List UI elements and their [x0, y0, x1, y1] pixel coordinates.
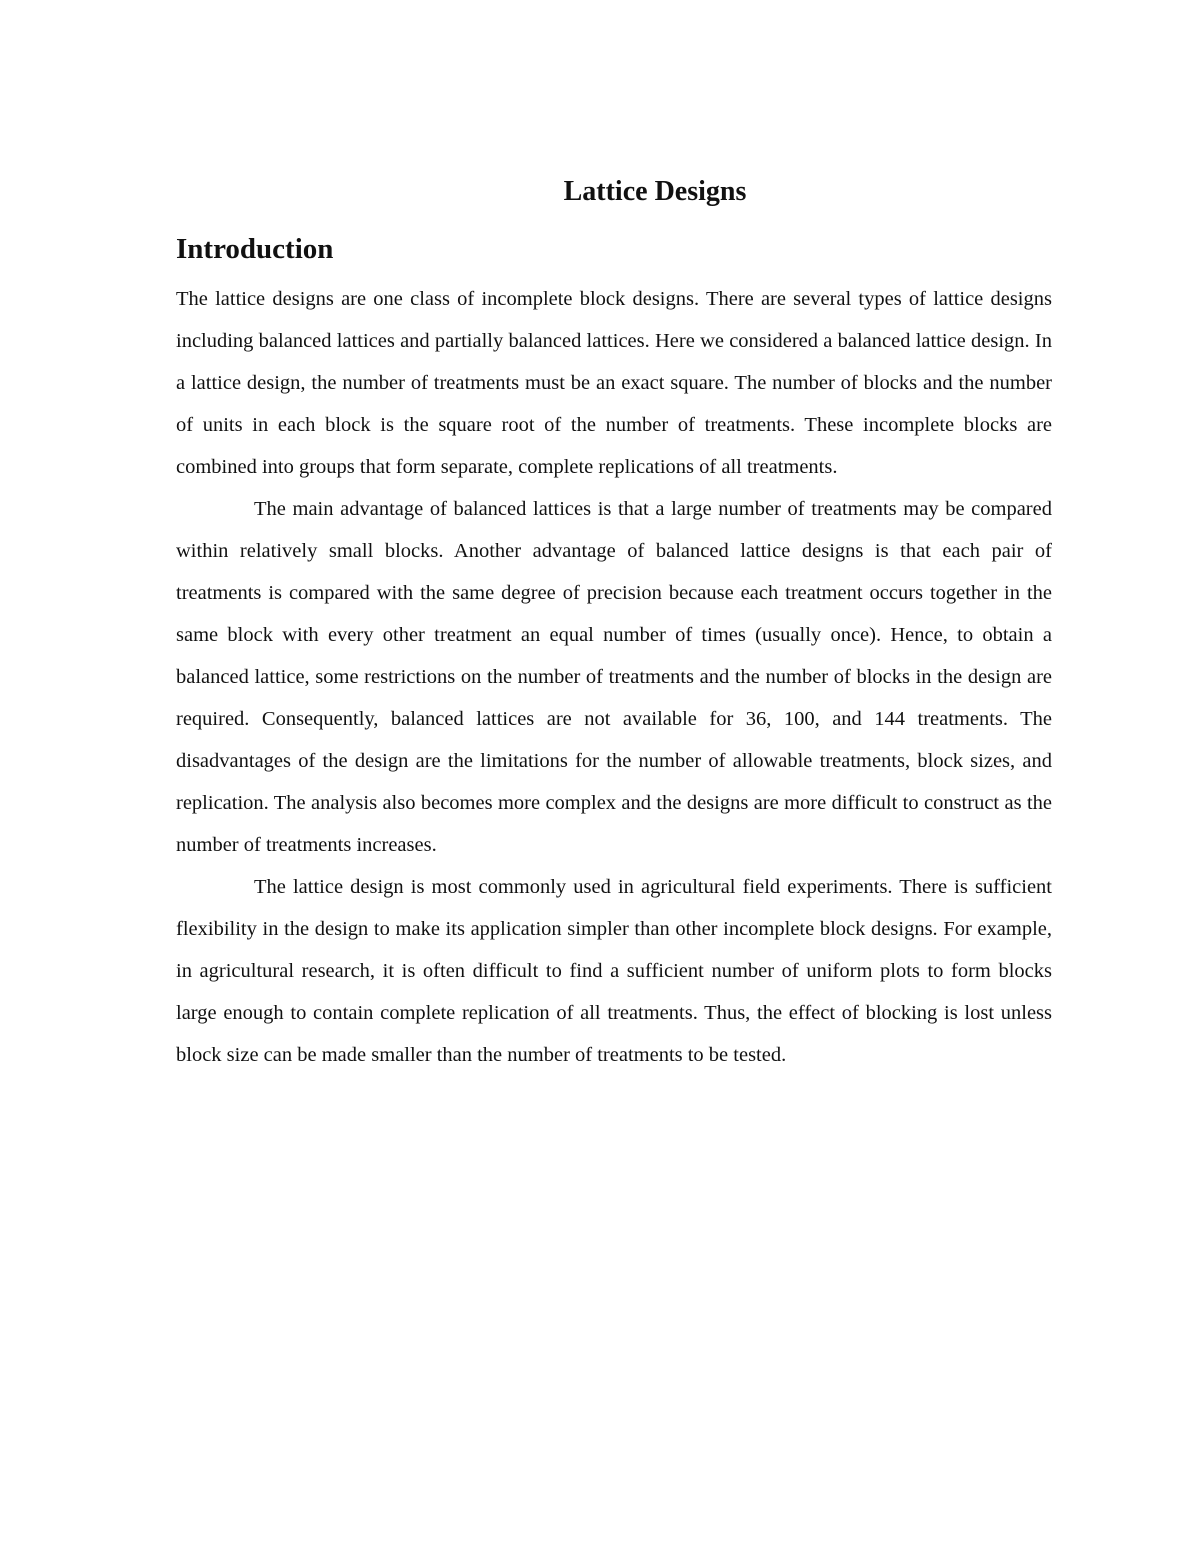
body-text	[176, 278, 1052, 1076]
paragraph-1: The lattice designs are one class of incomplete block designs. There are several types of lattice designs including balanced lattices and partially balanced lattices. Here we considered a balanced lattice design. In a lattice design, the number of treatments must be an exact square. The number of blocks and the number of units in each block is the square root of the number of treatments. These incomplete blocks are combined into groups that form separate, complete replications of all treatments.	[176, 288, 1052, 478]
section-heading-introduction: Introduction	[176, 233, 334, 265]
paragraph-3: The lattice design is most commonly used in agricultural field experiments. There is sufficient flexibility in the design to make its application simpler than other incomplete block designs. For example, in agricultural research, it is often difficult to find a sufficient number of uniform plots to form blocks large enough to contain complete replication of all treatments. Thus, the effect of blocking is lost unless block size can be made smaller than the number of treatments to be tested.	[176, 876, 1052, 1066]
document-title: Lattice Designs	[563, 176, 747, 207]
paragraph-2: The main advantage of balanced lattices is that a large number of treatments may be compared within relatively small blocks. Another advantage of balanced lattice designs is that each pair of treatments is compared with the same degree of precision because each treatment occurs together in the same block with every other treatment an equal number of times (usually once). Hence, to obtain a balanced lattice, some restrictions on the number of treatments and the number of blocks in the design are required. Consequently, balanced lattices are not available for 36, 100, and 144 treatments. The disadvantages of the design are the limitations for the number of allowable treatments, block sizes, and replication. The analysis also becomes more complex and the designs are more difficult to construct as the number of treatments increases.	[176, 498, 1052, 856]
